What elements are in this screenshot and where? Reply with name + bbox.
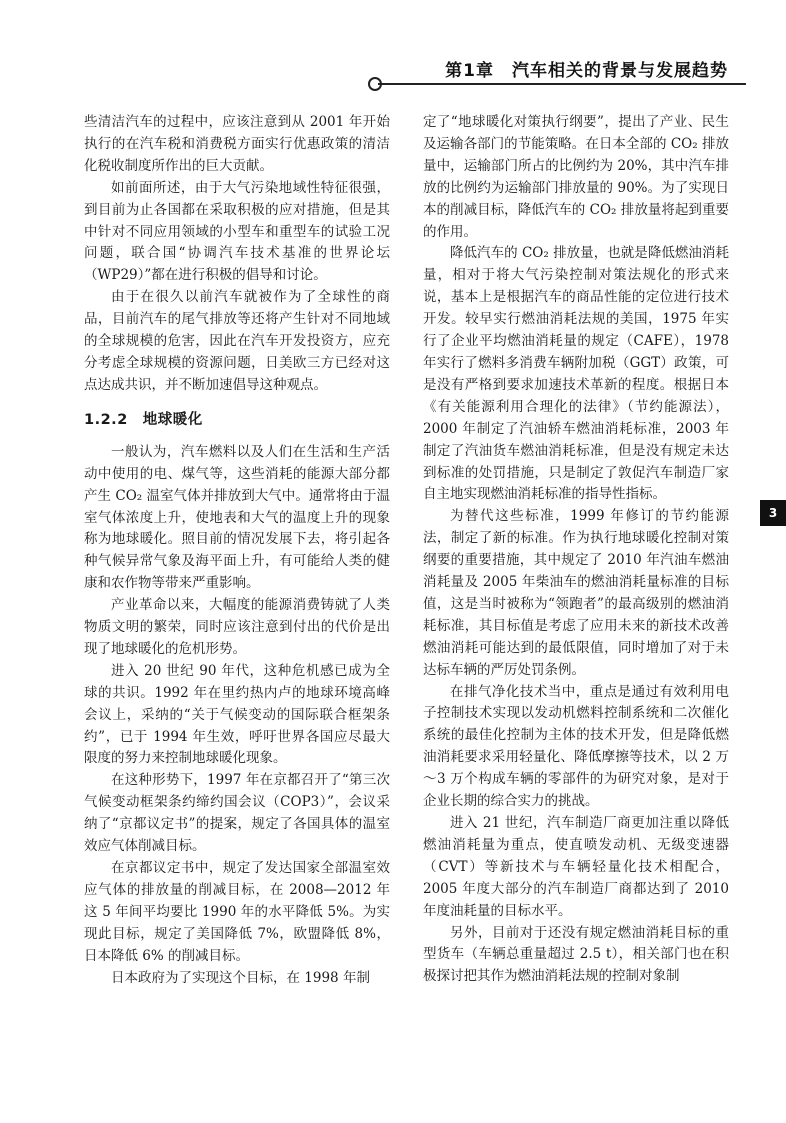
paragraph: 进入 21 世纪，汽车制造厂商更加注重以降低燃油消耗量为重点，使直喷发动机、无级变速器（CVT）等新技术与车辆轻量化技术相配合，2005 年度大部分的汽车制造厂商都达到了 2010 年度油耗量的目标水平。 <box>423 815 729 919</box>
paragraph: 进入 20 世纪 90 年代，这种危机感已成为全球的共识。1992 年在里约热内卢的地球环境高峰会议上，采纳的“关于气候变动的国际联合框架条约”，已于 1994 年生效，呼吁世界各国应尽最大限度的努力来控制地球暖化现象。 <box>84 662 390 767</box>
paragraph: 日本政府为了实现这个目标，在 1998 年制 <box>111 969 370 986</box>
right-column <box>423 112 729 988</box>
paragraph: 定了“地球暖化对策执行纲要”，提出了产业、民生及运输各部门的节能策略。在日本全部的 CO₂ 排放量中，运输部门所占的比例约为 20%，其中汽车排放的比例约为运输部门排放量的 90%。为了实现日本的削减目标，降低汽车的 CO₂ 排放量将起到重要的作用。 <box>423 114 729 240</box>
section-heading: 1.2.2 地球暖化 <box>84 411 203 428</box>
paragraph: 在排气净化技术当中，重点是通过有效利用电子控制技术实现以发动机燃料控制系统和二次催化系统的最佳化控制为主体的技术开发，但是降低燃油消耗要求采用轻量化、降低摩擦等技术，以 2 万～3 万个构成车辆的零部件的为研究对象，是对于企业长期的综合实力的挑战。 <box>423 683 729 810</box>
paragraph: 产业革命以来，大幅度的能源消费铸就了人类物质文明的繁荣，同时应该注意到付出的代价是出现了地球暖化的危机形势。 <box>84 597 390 657</box>
left-column <box>84 112 390 989</box>
paragraph: 为替代这些标准，1999 年修订的节约能源法，制定了新的标准。作为执行地球暖化控制对策纲要的重要措施，其中规定了 2010 年汽油车燃油消耗量及 2005 年柴油车的燃油消耗量标准的目标值，这是当时被称为“领跑者”的最高级别的燃油消耗标准，其目标值是考虑了应用未来的新技术改善燃油消耗可能达到的最低限值，同时增加了对于未达标车辆的严厉处罚条例。 <box>423 508 729 678</box>
paragraph: 在这种形势下，1997 年在京都召开了“第三次气候变动框架条约缔约国会议（COP3）”，会议采纳了“京都议定书”的提案，规定了各国具体的温室效应气体削减目标。 <box>84 772 390 855</box>
paragraph: 如前面所述，由于大气污染地域性特征很强，到目前为止各国都在采取积极的应对措施，但是其中针对不同应用领域的小型车和重型车的试验工况问题，联合国“协调汽车技术基准的世界论坛（WP29）”都在进行积极的倡导和讨论。 <box>84 179 390 284</box>
chapter-running-title: 第1章 汽车相关的背景与发展趋势 <box>445 61 728 81</box>
paragraph: 一般认为，汽车燃料以及人们在生活和生产活动中使用的电、煤气等，这些消耗的能源大部分都产生 CO₂ 温室气体并排放到大气中。通常将由于温室气体浓度上升，使地表和大气的温度上升的现象称为地球暖化。照目前的情况发展下去，将引起各种气候异常气象及海平面上升，有可能给人类的健康和农作物等带来严重影响。 <box>84 443 390 592</box>
header-rule <box>378 83 746 85</box>
paragraph: 些清洁汽车的过程中，应该注意到从 2001 年开始执行的在汽车税和消费税方面实行优惠政策的清洁化税收制度所作出的巨大贡献。 <box>84 114 390 174</box>
paragraph: 另外，目前对于还没有规定燃油消耗目标的重型货车（车辆总重量超过 2.5 t），相关部门也在积极探讨把其作为燃油消耗法规的控制对象制 <box>423 924 729 985</box>
paragraph: 在京都议定书中，规定了发达国家全部温室效应气体的排放量的削减目标，在 2008—2012 年这 5 年间平均要比 1990 年的水平降低 5%。为实现此目标，规定了美国降低 7%，欧盟降低 8%，日本降低 6% 的削减目标。 <box>84 860 390 964</box>
paragraph: 由于在很久以前汽车就被作为了全球性的商品，目前汽车的尾气排放等还将产生针对不同地域的全球规模的危害，因此在汽车开发投资方，应充分考虑全球规模的资源问题，日美欧三方已经对这点达成共识，并不断加速倡导这种观点。 <box>84 289 390 393</box>
chapter-thumb-tab: 3 <box>760 500 786 526</box>
paragraph: 降低汽车的 CO₂ 排放量，也就是降低燃油消耗量，相对于将大气污染控制对策法规化的形式来说，基本上是根据汽车的商品性能的定位进行技术开发。较早实行燃油消耗法规的美国，1975 年实行了企业平均燃油消耗量的规定（CAFE），1978 年实行了燃料多消费车辆附加税（GGT）政策，可是没有严格到要求加速技术革新的程度。根据日本《有关能源利用合理化的法律》（节约能源法），2000 年制定了汽油轿车燃油消耗标准，2003 年制定了汽油货车燃油消耗标准，但是没有规定未达到标准的处罚措施，只是制定了敦促汽车制造厂家自主地实现燃油消耗标准的指导性指标。 <box>423 245 729 503</box>
